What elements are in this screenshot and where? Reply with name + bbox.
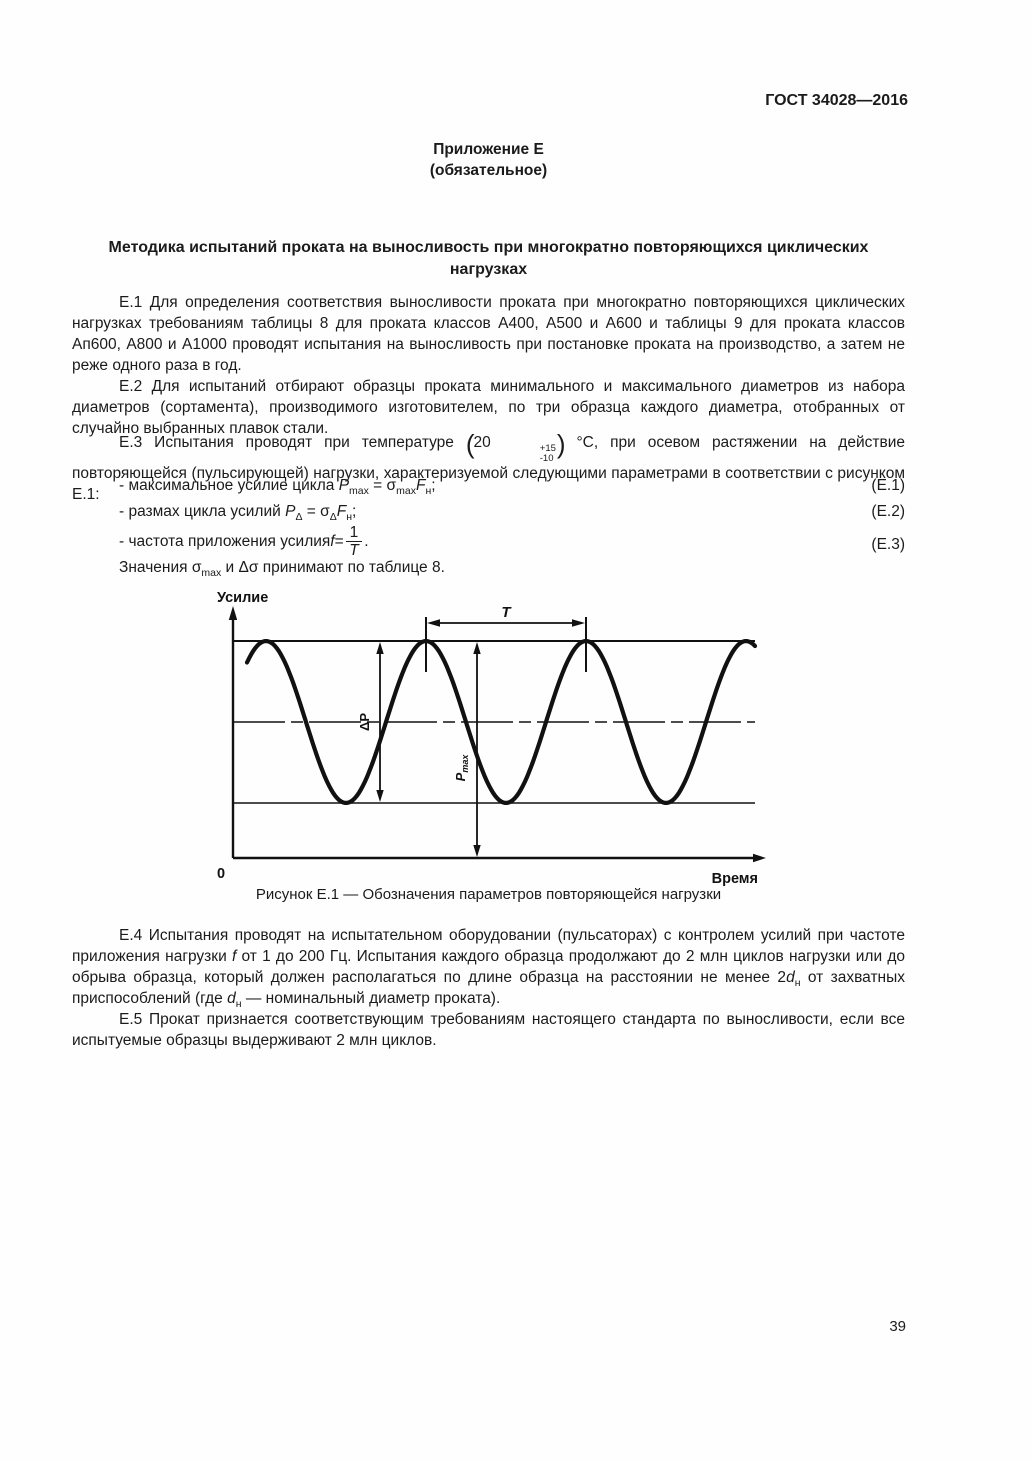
f2-F: F [336,503,347,520]
standard-number: ГОСТ 34028—2016 [765,92,908,109]
formula-e3 [72,524,905,559]
y-axis-arrow-icon [229,606,237,620]
period-label: T [501,604,511,621]
f2-F-sub: н [346,511,352,523]
pmax-arrow-up-icon [473,642,480,654]
e4-s4: — номинальный диаметр проката). [241,990,501,1007]
close-paren: ) [556,429,565,459]
formula-e1-number: (Е.1) [871,477,905,494]
f2-P: P [285,503,296,520]
pmax-arrow [453,642,481,857]
f2-P-sub: Δ [295,511,303,523]
e4-d-sub: н [794,977,801,989]
delta-p-arrow-up-icon [376,642,383,654]
f1-semi: ; [431,477,436,494]
f3-fraction [346,524,363,559]
f1-sigma-sub: max [396,485,416,497]
pmax-arrow-down-icon [473,845,480,857]
body-block-2 [72,925,905,1051]
formula-e3-row [72,524,905,559]
f1-P-sub: max [349,485,369,497]
section-title: Методика испытаний проката на выносливость при многократно повторяющихся циклических нагрузках [108,239,869,278]
sigma-note [72,557,905,578]
temp-tolerance-lower: -10 [539,452,554,464]
sigma-tail: и Δσ принимают по таблице 8. [221,559,445,576]
pmax-label [453,754,470,782]
pmax-label-base: P [453,772,468,782]
paragraph-e1: Е.1 Для определения соответствия выносливости проката при многократно повторяющихся циклических нагрузках требованиям таблицы 8 для проката классов А400, А500 и А600 и таблицы 9 для проката классов Ап600, А800 и А1000 проводят испытания на выносливость при постановке проката на производство, а затем не реже одного раза в год. [72,294,905,374]
f1-F: F [415,477,426,494]
figure-e1-diagram [213,590,770,890]
e4-s1: Е.4 Испытания проводят на испытательном оборудовании (пульсаторах) с контролем усилий при частоте приложения нагрузки [72,927,905,965]
period-dimension [426,604,586,672]
x-axis-arrow-icon [753,854,766,862]
y-axis-label: Усилие [217,590,269,606]
f2-semi: ; [352,503,357,520]
f3-f: f [330,533,335,550]
x-axis-label: Время [711,871,758,887]
formula-e1 [72,475,905,496]
body-block-1 [72,292,905,439]
formula-e2-row [72,501,905,522]
period-arrow-left-icon [427,619,440,626]
e4-s3: от захватных приспособлений (где [72,969,906,1007]
formula-e2 [72,501,905,522]
sigma-symbol: σ [191,559,202,576]
e4-s2: от 1 до 200 Гц. Испытания каждого образца продолжают до 2 млн циклов нагрузки или до обрыва образца, который должен располагаться по длине образца на расстоянии не менее 2 [72,948,905,986]
e4-d-var: d [786,969,795,986]
sigma-lead: Значения [119,559,192,576]
period-arrow-right-icon [572,619,585,626]
temp-tolerance [493,444,556,463]
f2-eq: = [302,503,321,520]
f2-sigma-sub: Δ [329,511,337,523]
delta-p-label: ΔP [357,712,372,732]
e3-tail: °С, при осевом растяжении на действие повторяющейся (пульсирующей) нагрузки, характеризуемой следующими параметрами в соответствии с рисунком Е.1: [72,434,905,503]
paragraph-e5: Е.5 Прокат признается соответствующим требованиям настоящего стандарта по выносливости, если все испытуемые образцы выдерживают 2 млн циклов. [72,1011,905,1049]
f2-label: - размах цикла усилий [119,503,286,520]
f1-label: - максимальное усилие цикла [119,477,339,494]
f3-period: . [364,533,369,550]
paragraph-e4 [72,925,905,1009]
formula-e3-number: (Е.3) [871,536,905,553]
appendix-heading [72,139,905,181]
e3-lead: Е.3 Испытания проводят при температуре [119,434,466,451]
temp-value: 20 [473,434,491,451]
f3-eq: = [334,533,344,550]
formula-e1-row [72,475,905,496]
temp-tolerance-upper: +15 [539,443,556,454]
e4-d-sub2: н [235,998,242,1010]
figure-caption: Рисунок Е.1 — Обозначения параметров повторяющейся нагрузки [255,886,722,903]
appendix-title: Приложение Е [433,141,544,158]
f1-sigma: σ [386,477,397,494]
e4-d-var2: d [227,990,236,1007]
open-paren: ( [465,429,474,459]
f1-eq: = [368,477,387,494]
f1-F-sub: н [425,485,432,497]
sigma-symbol-sub: max [201,567,222,579]
f3-fraction-numerator: 1 [346,524,363,542]
delta-p-arrow-down-icon [376,790,383,802]
formula-e2-number: (Е.2) [871,503,905,520]
page-number: 39 [889,1318,906,1335]
f3-fraction-denominator: T [349,542,359,559]
origin-label: 0 [217,866,226,882]
paragraph-e2: Е.2 Для испытаний отбирают образцы проката минимального и максимального диаметров из набора диаметров (сортамента), производимого изготовителем, по три образца каждого диаметра, отобранных от случайно выбранных плавок стали. [72,378,905,437]
f1-P: P [338,477,350,494]
e4-f-var: f [231,948,237,965]
delta-p-arrow [357,642,384,802]
appendix-subtitle: (обязательное) [429,162,548,179]
pmax-label-sub: max [460,754,470,773]
f3-label: - частота приложения усилия [119,533,331,550]
f2-sigma: σ [320,503,330,520]
